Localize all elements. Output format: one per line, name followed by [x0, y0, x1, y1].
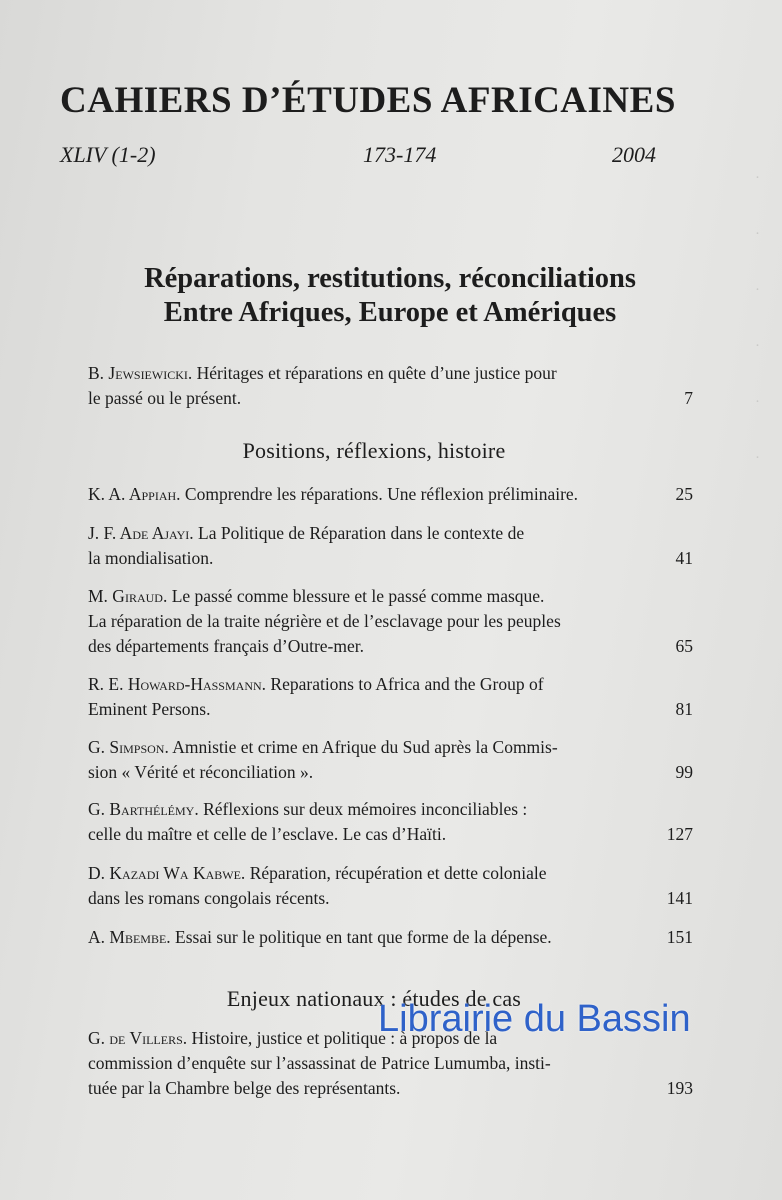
entry-page-number: 193	[666, 1078, 693, 1098]
entry-page-number: 65	[675, 636, 693, 656]
bleed-through-text: · · · · · ·	[755, 170, 760, 466]
entry-text	[88, 672, 633, 722]
toc-entry	[88, 482, 698, 507]
section-heading: Enjeux nationaux : études de cas	[226, 986, 522, 1011]
entry-title: Amnistie et crime en Afrique du Sud après la Commis-	[168, 737, 558, 757]
toc-entry	[88, 672, 698, 722]
entry-page-number: 141	[666, 888, 693, 908]
entry-author: A. Mbembe.	[88, 927, 171, 947]
entry-page-number: 127	[666, 824, 693, 844]
entry-title: dans les romans congolais récents.	[88, 888, 330, 908]
entry-author: B. Jewsiewicki.	[88, 363, 193, 383]
entry-title: celle du maître et celle de l’esclave. Le cas d’Haïti.	[88, 824, 447, 844]
entry-page-number: 25	[675, 484, 693, 504]
entry-text	[88, 482, 633, 507]
entry-title: commission d’enquête sur l’assassinat de Patrice Lumumba, insti-	[88, 1053, 551, 1073]
entry-title: sion « Vérité et réconciliation ».	[88, 762, 314, 782]
toc-entry	[88, 735, 698, 785]
dossier-title-line: Entre Afriques, Europe et Amériques	[163, 297, 617, 328]
entry-page-number: 41	[675, 548, 693, 568]
entry-text	[88, 861, 633, 911]
entry-page-number: 151	[666, 927, 693, 947]
section-heading: Positions, réflexions, histoire	[242, 438, 506, 463]
entry-text	[88, 797, 633, 847]
toc-entry	[88, 925, 698, 950]
dossier-title	[60, 262, 720, 330]
issue-numbers: 173-174	[363, 142, 437, 167]
entry-title: Comprendre les réparations. Une réflexion préliminaire.	[180, 484, 579, 504]
issue-volume: XLIV (1-2)	[60, 142, 156, 167]
entry-title: Histoire, justice et politique : à propos de la	[187, 1028, 498, 1048]
entry-author: J. F. Ade Ajayi.	[88, 523, 194, 543]
entry-author: D. Kazadi Wa Kabwe.	[88, 863, 246, 883]
dossier-title-line: Réparations, restitutions, réconciliations	[144, 263, 636, 294]
entry-text	[88, 584, 633, 659]
toc-entry	[88, 584, 698, 659]
entry-title: Réparation, récupération et dette coloniale	[245, 863, 547, 883]
toc-entry	[88, 861, 698, 911]
entry-title: Héritages et réparations en quête d’une justice pour	[192, 363, 557, 383]
entry-page-number: 99	[675, 762, 693, 782]
entry-title: la mondialisation.	[88, 548, 214, 568]
entry-title: Essai sur le politique en tant que forme de la dépense.	[170, 927, 552, 947]
entry-author: G. de Villers.	[88, 1028, 188, 1048]
entry-title: Le passé comme blessure et le passé comme masque.	[167, 586, 545, 606]
entry-author: R. E. Howard-Hassmann.	[88, 674, 267, 694]
entry-author: M. Giraud.	[88, 586, 168, 606]
entry-text	[88, 735, 633, 785]
entry-text	[88, 521, 633, 571]
issue-year: 2004	[612, 142, 656, 167]
entry-title: tuée par la Chambre belge des représentants.	[88, 1078, 401, 1098]
entry-author: G. Barthélémy.	[88, 799, 199, 819]
entry-title: Eminent Persons.	[88, 699, 211, 719]
journal-title: CAHIERS D’ÉTUDES AFRICAINES	[60, 80, 676, 121]
entry-page-number: 81	[675, 699, 693, 719]
entry-title: La réparation de la traite négrière et de l’esclavage pour les peuples	[88, 611, 561, 631]
entry-page-number: 7	[684, 388, 693, 408]
toc-entry	[88, 361, 698, 411]
toc-entry	[88, 521, 698, 571]
entry-title: des départements français d’Outre-mer.	[88, 636, 364, 656]
seller-watermark: Librairie du Bassin	[378, 998, 691, 1040]
entry-text	[88, 361, 633, 411]
entry-title: le passé ou le présent.	[88, 388, 242, 408]
entry-title: Reparations to Africa and the Group of	[266, 674, 544, 694]
entry-text	[88, 925, 633, 950]
entry-title: La Politique de Réparation dans le contexte de	[193, 523, 525, 543]
entry-author: K. A. Appiah.	[88, 484, 181, 504]
entry-author: G. Simpson.	[88, 737, 169, 757]
entry-title: Réflexions sur deux mémoires inconciliables :	[198, 799, 528, 819]
toc-entry	[88, 797, 698, 847]
